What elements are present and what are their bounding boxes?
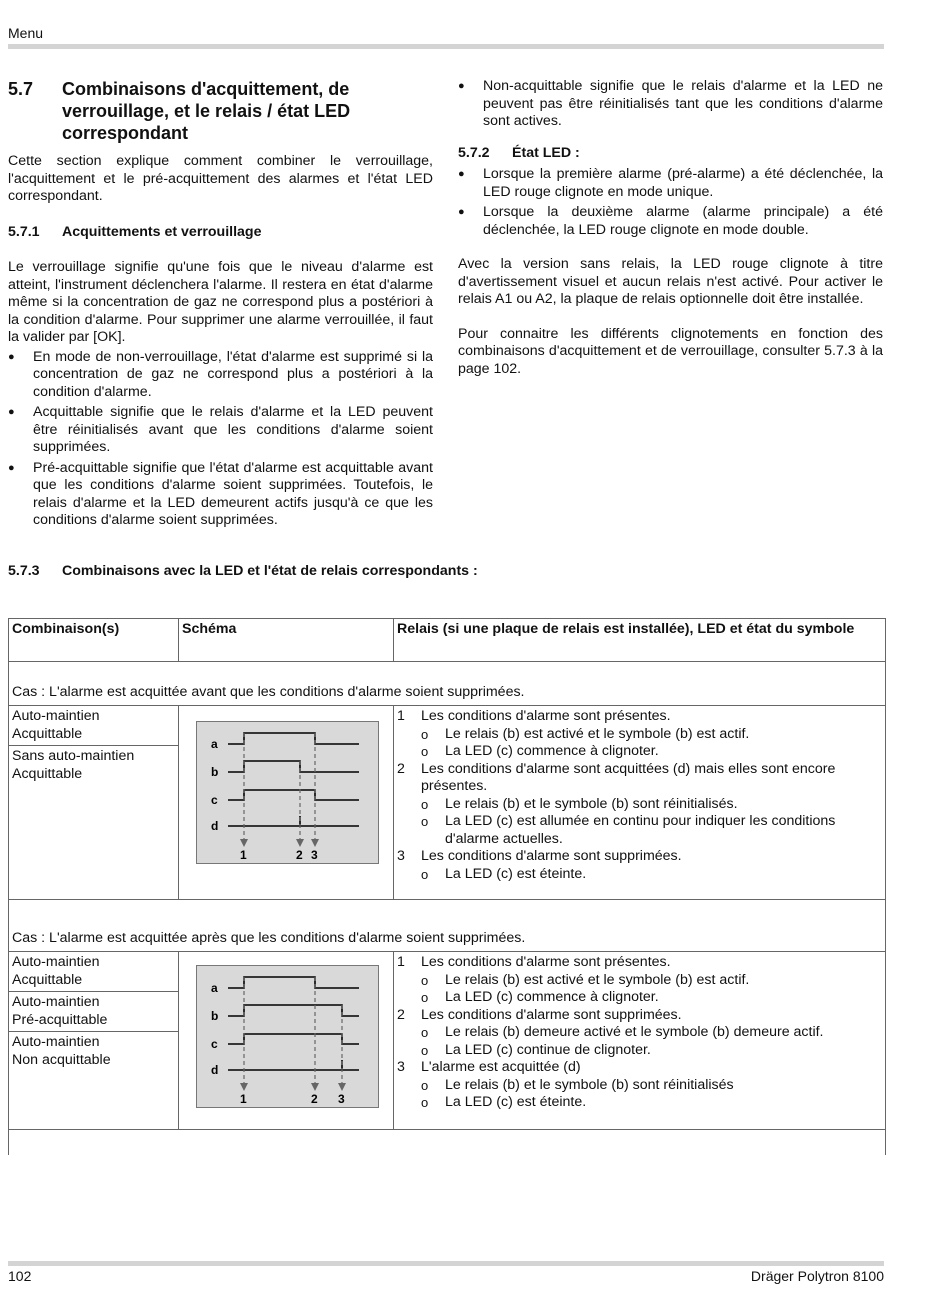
running-header: Menu bbox=[8, 25, 44, 41]
left-column bbox=[8, 78, 433, 533]
list-item: 3 L'alarme est acquittée (d) bbox=[397, 1059, 581, 1075]
list-item: ● En mode de non-verrouillage, l'état d'alarme est supprimé si la concentration de gaz ne correspond plus a postériori à la condition d'alarme. bbox=[8, 349, 433, 402]
marker-label: 3 bbox=[338, 1092, 345, 1106]
combination-item: Auto-maintien Pré-acquittable bbox=[9, 992, 178, 1032]
list-item: o La LED (c) continue de clignoter. bbox=[421, 1041, 651, 1058]
subsection-title: État LED : bbox=[512, 144, 580, 161]
section-intro: Cette section explique comment combiner le verrouillage, l'acquittement et le pré-acquittement des alarmes et l'état LED correspondant. bbox=[8, 153, 433, 204]
subsection-heading-573 bbox=[8, 563, 478, 579]
led-state-bullets bbox=[458, 166, 883, 239]
list-item: o Le relais (b) et le symbole (b) sont réinitialisés bbox=[421, 1076, 734, 1093]
list-item: o Le relais (b) et le symbole (b) sont réinitialisés. bbox=[421, 795, 738, 812]
subsection-number: 5.7.1 bbox=[8, 223, 40, 240]
list-item: 3 Les conditions d'alarme sont supprimées. bbox=[397, 848, 682, 864]
product-name: Dräger Polytron 8100 bbox=[750, 1268, 884, 1284]
column-header: Schéma bbox=[179, 619, 394, 662]
table-row-empty bbox=[9, 1130, 886, 1155]
combination-list bbox=[9, 706, 178, 785]
section-title: Combinaisons d'acquittement, de verrouillage, et le relais / état LED correspondant bbox=[62, 79, 351, 143]
description-cell bbox=[394, 952, 886, 1130]
list-item: ● Acquittable signifie que le relais d'alarme et la LED peuvent être réinitialisés avant que les conditions d'alarme soient supprimées. bbox=[8, 404, 433, 457]
list-item: ● Non-acquittable signifie que le relais d'alarme et la LED ne peuvent pas être réinitialisés tant que les conditions d'alarme sont actives. bbox=[458, 78, 883, 131]
list-item: ● Lorsque la première alarme (pré-alarme) a été déclenchée, la LED rouge clignote en mode unique. bbox=[458, 166, 883, 201]
list-item: 1 Les conditions d'alarme sont présentes. bbox=[397, 954, 671, 970]
list-item: o Le relais (b) demeure activé et le symbole (b) demeure actif. bbox=[421, 1024, 824, 1040]
signal-label: c bbox=[211, 1037, 218, 1051]
page-number: 102 bbox=[8, 1268, 32, 1284]
list-item: 1 Les conditions d'alarme sont présentes. bbox=[397, 708, 671, 724]
subsection-title: Combinaisons avec la LED et l'état de relais correspondants : bbox=[62, 563, 478, 579]
latching-paragraph: Le verrouillage signifie qu'une fois que le niveau d'alarme est atteint, l'instrument déclenchera l'alarme. Il restera en état d'alarme même si la concentration de gaz ne correspond plus a postériori à la condition d'alarme. Pour supprimer une alarme verrouillée, il faut la valider par [OK]. bbox=[8, 259, 433, 345]
reference-paragraph: Pour connaitre les différents clignotements en fonction des combinaisons d'acquittement et de verrouillage, consulter 5.7.3 à la page 102. bbox=[458, 325, 883, 377]
section-number: 5.7 bbox=[8, 79, 34, 99]
steps-list bbox=[397, 954, 882, 1112]
subsection-number: 5.7.2 bbox=[458, 144, 490, 161]
signal-label: c bbox=[211, 793, 218, 807]
subsection-heading-572 bbox=[458, 145, 883, 163]
subsection-heading-571 bbox=[8, 224, 433, 242]
list-item: o Le relais (b) est activé et le symbole (b) est actif. bbox=[421, 725, 750, 742]
signal-label: d bbox=[211, 819, 219, 833]
steps-list bbox=[397, 708, 882, 883]
combination-item: Auto-maintien Acquittable bbox=[9, 706, 178, 746]
non-ack-bullet bbox=[458, 78, 883, 131]
case-row bbox=[9, 900, 886, 952]
case-label: Cas : L'alarme est acquittée avant que les conditions d'alarme soient supprimées. bbox=[9, 662, 886, 706]
footer-rule bbox=[8, 1261, 884, 1266]
list-item: o La LED (c) commence à clignoter. bbox=[421, 743, 659, 759]
list-item: o La LED (c) commence à clignoter. bbox=[421, 989, 659, 1005]
timing-diagram-1 bbox=[196, 721, 379, 864]
combination-item: Auto-maintien Acquittable bbox=[9, 952, 178, 992]
marker-label: 1 bbox=[240, 848, 247, 862]
signal-label: b bbox=[211, 1009, 219, 1023]
header-rule bbox=[8, 44, 884, 49]
marker-label: 2 bbox=[311, 1092, 318, 1106]
column-header: Combinaison(s) bbox=[9, 619, 179, 662]
list-item: o Le relais (b) est activé et le symbole (b) est actif. bbox=[421, 971, 750, 988]
marker-label: 3 bbox=[311, 848, 318, 862]
schema-cell bbox=[179, 952, 394, 1130]
list-item: o La LED (c) est éteinte. bbox=[421, 865, 587, 882]
table-row bbox=[9, 706, 886, 900]
column-header: Relais (si une plaque de relais est installée), LED et état du symbole bbox=[394, 619, 886, 662]
combination-item: Auto-maintien Non acquittable bbox=[12, 1034, 111, 1068]
list-item: o La LED (c) est éteinte. bbox=[421, 1094, 587, 1110]
combinations-table bbox=[8, 618, 886, 1155]
latching-bullets bbox=[8, 349, 433, 530]
list-item: ● Lorsque la deuxième alarme (alarme principale) a été déclenchée, la LED rouge clignote en mode double. bbox=[458, 204, 883, 239]
signal-label: a bbox=[211, 981, 218, 995]
combination-list bbox=[9, 952, 178, 1071]
marker-label: 1 bbox=[240, 1092, 247, 1106]
diagram-background bbox=[197, 966, 379, 1108]
case-label: Cas : L'alarme est acquittée après que les conditions d'alarme soient supprimées. bbox=[9, 900, 886, 952]
right-column bbox=[458, 78, 883, 378]
table-header-row bbox=[9, 619, 886, 662]
diagram-background bbox=[197, 722, 379, 864]
timing-diagram-2 bbox=[196, 965, 379, 1108]
description-cell bbox=[394, 706, 886, 900]
subsection-number: 5.7.3 bbox=[8, 563, 40, 579]
signal-label: d bbox=[211, 1063, 219, 1077]
list-item: 2 Les conditions d'alarme sont acquittées (d) mais elles sont encore présentes. bbox=[397, 760, 836, 794]
relay-version-paragraph: Avec la version sans relais, la LED rouge clignote à titre d'avertissement visuel et aucun relais n'est activé. Pour activer le relais A1 ou A2, la plaque de relais optionnelle doit être installée. bbox=[458, 256, 883, 307]
list-item: o La LED (c) est allumée en continu pour indiquer les conditions d'alarme actuelles. bbox=[421, 813, 836, 847]
list-item: 2 Les conditions d'alarme sont supprimées. bbox=[397, 1006, 682, 1023]
marker-label: 2 bbox=[296, 848, 303, 862]
case-row bbox=[9, 662, 886, 706]
table-row bbox=[9, 952, 886, 1130]
signal-label: a bbox=[211, 737, 218, 751]
combination-item: Sans auto-maintien Acquittable bbox=[12, 748, 135, 782]
combination-cell bbox=[9, 952, 179, 1130]
section-heading bbox=[8, 78, 433, 144]
combination-cell bbox=[9, 706, 179, 900]
signal-label: b bbox=[211, 765, 219, 779]
subsection-title: Acquittements et verrouillage bbox=[62, 223, 262, 240]
list-item: ● Pré-acquittable signifie que l'état d'alarme est acquittable avant que les conditions d'alarme soient supprimées. Toutefois, le relais d'alarme et la LED demeurent actifs jusqu'à ce que les conditions d'alarme soient supprimées. bbox=[8, 460, 433, 530]
schema-cell bbox=[179, 706, 394, 900]
